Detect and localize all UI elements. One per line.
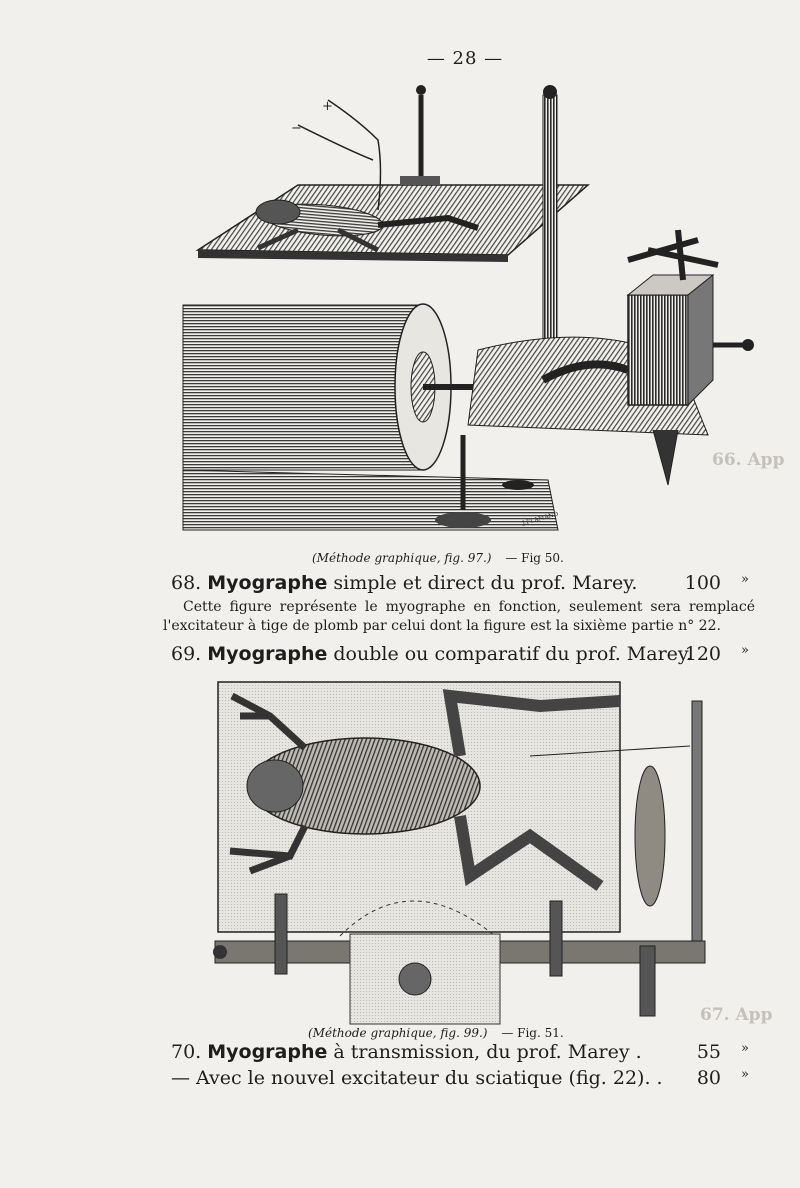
entry-price: 80 — [696, 1067, 721, 1089]
catalog-entry — [171, 643, 751, 665]
engraver-signature: J.FLAMAND — [521, 510, 560, 527]
figure-label: — Fig. 51. — [501, 1026, 564, 1040]
entry-text: simple et direct du prof. Marey. — [333, 572, 638, 594]
entry-name: Myographe — [207, 572, 328, 594]
entry-unit: » — [741, 1067, 749, 1082]
figure-caption — [308, 1026, 564, 1040]
myograph-illustration — [178, 80, 768, 550]
entry-text: — Avec le nouvel excitateur du sciatique (fig. 22). . — [171, 1067, 663, 1089]
entry-price: 55 — [696, 1041, 721, 1063]
figure-caption — [312, 551, 564, 565]
entry-name: Myographe — [207, 1041, 328, 1063]
entry-price: 100 — [684, 572, 721, 594]
frog-myograph-illustration — [210, 676, 750, 1028]
entry-description — [163, 598, 755, 636]
description-text: Cette figure représente le myographe en fonction, seulement sera remplacé l'excitateur à tige de plomb par celui dont la figure est la sixième partie n° 22. — [163, 599, 755, 634]
entry-text: double ou comparatif du prof. Marey. — [333, 643, 693, 665]
svg-text:+: + — [322, 99, 333, 114]
show-through-text: 66. App — [712, 450, 785, 470]
catalog-entry — [171, 1041, 751, 1063]
svg-text:−: − — [291, 121, 302, 136]
figure-source: (Méthode graphique, fig. 97.) — [312, 551, 492, 565]
entry-number: 70. — [171, 1041, 202, 1063]
entry-number: 68. — [171, 572, 202, 594]
entry-unit: » — [741, 1041, 749, 1056]
entry-unit: » — [741, 643, 749, 658]
entry-name: Myographe — [207, 643, 328, 665]
entry-unit: » — [741, 572, 749, 587]
figure-source: (Méthode graphique, fig. 99.) — [308, 1026, 488, 1040]
entry-text: à transmission, du prof. Marey . — [333, 1041, 642, 1063]
show-through-text: 67. App — [700, 1005, 773, 1025]
catalog-entry — [171, 572, 751, 594]
page-number: — 28 — — [426, 48, 504, 69]
figure-label: — Fig 50. — [505, 551, 564, 565]
entry-number: 69. — [171, 643, 202, 665]
entry-price: 120 — [684, 643, 721, 665]
catalog-entry — [171, 1067, 751, 1089]
